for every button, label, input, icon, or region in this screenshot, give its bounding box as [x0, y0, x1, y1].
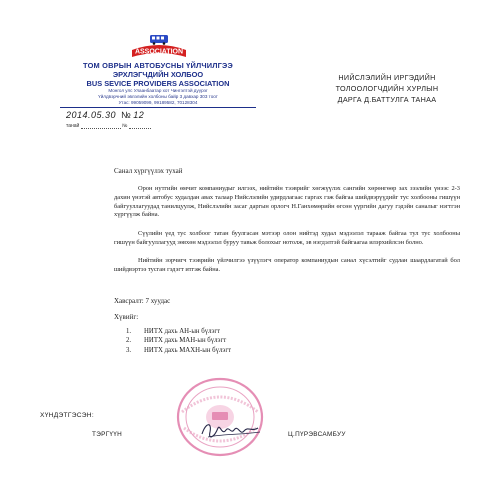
org-address-2: Үйлдвэрчний эвлэлийн холбоны байр 3 давхар 303 тоот: [98, 94, 218, 99]
addressee-block: [312, 72, 462, 105]
list-item: 3. НИТХ дахь МАХН-ын бүлэгт: [126, 346, 232, 354]
addressee-line-3: ДАРГА Д.БАТТУЛГА ТАНАА: [337, 95, 437, 104]
logo-text: ASSOCIATION: [134, 48, 184, 56]
recipients-title: Хүвийг:: [114, 313, 139, 321]
org-name-mn-2: ЭРХЛЭГЧДИЙН ХОЛБОО: [112, 70, 204, 79]
org-name-mn-1: ТОМ ОВРЫН АВТОБУСНЫ ҮЙЛЧИЛГЭЭ: [83, 61, 233, 70]
reply-number-label: №: [122, 123, 128, 129]
letter-number: 12: [133, 110, 145, 120]
letter-subject: Санал хүргүүлэх тухай: [114, 167, 183, 175]
reply-label: танай: [66, 123, 80, 129]
letter-reference-reply: [66, 122, 151, 129]
body-paragraph-3: Нийтийн зорчигч тээврийн үйлчилгээ үзүүлэгч оператор компаниудын санал хүсэлтийг судлан шаардлагатай бол шийдвэртээ тусган гэдэгт итгэж байна.: [114, 257, 460, 273]
addressee-line-2: ТОЛООЛОГЧДИЙН ХУРЛЫН: [335, 84, 439, 93]
letter-date: 2014.05.30: [66, 110, 117, 120]
reply-blank: [81, 122, 121, 129]
recipients-list: [126, 327, 231, 355]
signatory-title: ТЭРГҮҮН: [92, 431, 123, 438]
letterhead-divider: [60, 107, 256, 108]
org-name-en: BUS SEVICE PROVIDERS ASSOCIATION: [86, 79, 230, 88]
letter-number-label: №: [121, 110, 131, 120]
list-item: 1. НИТХ дахь АН-ын бүлэгт: [126, 328, 221, 335]
attachment-note: Хавсралт: 7 хуудас: [114, 297, 171, 305]
closing-regards: ХҮНДЭТГЭСЭН:: [40, 412, 94, 419]
addressee-line-1: НИЙСЛЭЛИЙН ИРГЭДИЙН: [338, 73, 436, 82]
signature: [198, 418, 268, 444]
list-item: 2. НИТХ дахь МАН-ын бүлэгт: [126, 337, 227, 345]
association-logo: [128, 34, 190, 60]
official-stamp: [170, 372, 270, 462]
org-phone: Утас: 99059099, 99189582, 70128304: [118, 100, 198, 105]
signatory-name: Ц.ПҮРЭВСАМБУУ: [288, 431, 346, 438]
letter-reference: [66, 110, 144, 120]
reply-number-blank: [129, 122, 151, 129]
letterhead: [58, 61, 258, 106]
body-paragraph-2: Сүүлийн үед тус холбоог татан буулгасан мэтээр олон нийтэд худал мэдээлэл тарааж байгаа тул тус холбооны гишүүн байгууллагууд зөвхөн мэдээлэл буруу тавьж болохыг нотолж, эв нэгдэлтэй байгаагаа илэрхийлсэн болно.: [114, 230, 460, 246]
body-paragraph-1: Орон нутгийн өмчит компаниудыг илгээх, нийтийн тээврийг хөгжүүлэх сангийн хөрөнгөөр зах зээлийн үнээс 2-3 дахин үнэтэй автобус худалдан авах талаар Нийслэлийн удирдлагаас гаргах гэж байгаа шийдвэрүүдийг тус холбооны гишүүн байгууллагуудад танилцуулж, Нийслэлийн засаг даргын орлогч Н.Ганхөмөрийн өгсөн үүргийн дагуу гэдэйн саналыг нэгтгэн хүргүүлж байна.: [114, 185, 460, 219]
org-address-1: Монгол улс Улаанбаатар хот Чингэлтэй дүүрэг: [108, 88, 208, 93]
